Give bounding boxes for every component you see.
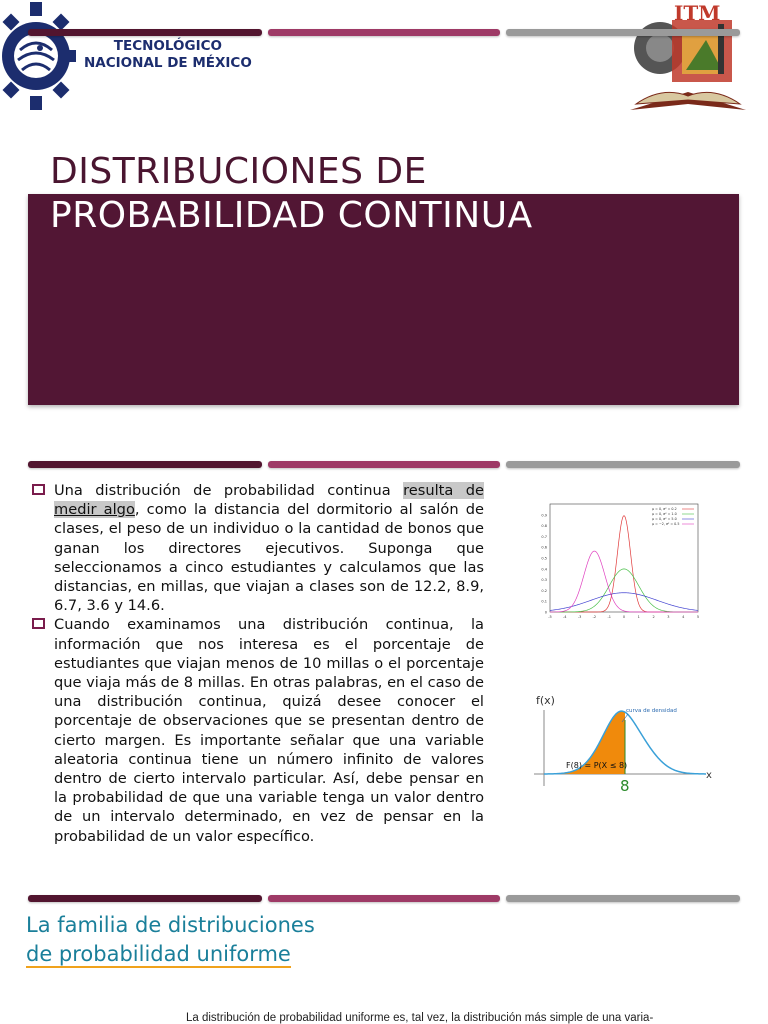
legend-entry: μ = 0, σ² = 1.0 xyxy=(652,512,677,516)
bullet-item: Cuando examinamos una distribución continua, la información que nos interesa es el porcentaje de estudiantes que viajan menos de 10 millas o el porcentaje que viaja más de 8 millas. En otras palabras, en el caso de una distribución continua, quizá desee conocer el porcentaje de observaciones que se presentan dentro de cierto margen. Es importante señalar que una variable aleatoria continua tiene un número infinito de valores dentro de cierto intervalo particular. Así, debe pensar en la probabilidad de que una variable tenga un valor dentro de un intervalo determinado, en vez de pensar en la probabilidad de un valor específico. xyxy=(32,615,484,845)
checkbox-bullet-icon xyxy=(32,484,45,495)
page-title-line1: DISTRIBUCIONES DE xyxy=(50,151,427,192)
x-tick-label: 2 xyxy=(652,615,655,619)
y-tick-label: 0.2 xyxy=(541,588,547,593)
x-tick-label: 5 xyxy=(696,615,700,619)
x-tick-label: -4 xyxy=(563,615,567,619)
y-tick-label: 0.8 xyxy=(541,524,547,529)
y-tick-label: 0 xyxy=(544,610,547,615)
x-tick-label: 0 xyxy=(622,615,626,619)
bottom-rule-left xyxy=(28,895,262,902)
footer-text: La distribución de probabilidad uniforme es, tal vez, la distribución más simple de una varia- xyxy=(186,1012,654,1024)
x-tick-label: -2 xyxy=(592,615,597,619)
cdf-marker: 8 xyxy=(620,777,630,795)
institution-name: TECNOLÓGICO NACIONAL DE MÉXICO xyxy=(84,38,252,71)
y-tick-label: 0.1 xyxy=(541,599,547,604)
cdf-formula: F(8) = P(X ≤ 8) xyxy=(566,761,628,770)
y-tick-label: 0.7 xyxy=(541,534,547,539)
x-tick-label: -3 xyxy=(577,615,582,619)
y-tick-label: 0.3 xyxy=(541,578,547,583)
y-tick-label: 0.5 xyxy=(541,556,547,561)
body-text xyxy=(32,481,484,846)
itm-logo-text: ITM xyxy=(674,1,721,25)
cdf-y-label: f(x) xyxy=(536,694,555,707)
x-tick-label: -1 xyxy=(607,615,611,619)
legend-entry: μ = 0, σ² = 0.2 xyxy=(652,507,677,511)
cdf-chart xyxy=(530,690,720,800)
x-tick-label: 4 xyxy=(682,615,685,619)
section-heading: La familia de distribuciones de probabilidad uniforme xyxy=(26,913,315,966)
top-rule-middle xyxy=(268,29,500,36)
x-tick-label: 3 xyxy=(667,615,670,619)
mid-rule-middle xyxy=(268,461,500,468)
y-tick-label: 0.9 xyxy=(541,513,547,518)
mid-rule-right xyxy=(506,461,740,468)
mid-rule-left xyxy=(28,461,262,468)
x-tick-label: -5 xyxy=(548,615,552,619)
page-title-line2: PROBABILIDAD CONTINUA xyxy=(50,195,533,236)
legend-entry: μ = 0, σ² = 5.0 xyxy=(652,517,677,521)
top-rule-right xyxy=(506,29,740,36)
cdf-curve-label: curva de densidad xyxy=(626,708,677,714)
itm-logo xyxy=(626,0,750,120)
bullet-item: Una distribución de probabilidad continua resulta de medir algo, como la distancia del dormitorio al salón de clases, el peso de un individuo o la cantidad de bonos que ganan los directores ejecutivos. Suponga que seleccionamos a cinco estudiantes y calculamos que las distancias, en millas, que viajan a clases son de 12.2, 8.9, 6.7, 3.6 y 14.6. xyxy=(32,481,484,615)
cdf-x-label: x xyxy=(706,770,712,781)
x-tick-label: 1 xyxy=(637,615,640,619)
checkbox-bullet-icon xyxy=(32,618,45,629)
y-tick-label: 0.6 xyxy=(541,545,547,550)
bottom-rule-right xyxy=(506,895,740,902)
bottom-rule-middle xyxy=(268,895,500,902)
tecnm-logo xyxy=(0,0,80,112)
legend-entry: μ = −2, σ² = 0.5 xyxy=(652,522,680,526)
normal-distribution-chart xyxy=(534,500,704,626)
y-tick-label: 0.4 xyxy=(541,567,547,572)
top-rule-left xyxy=(28,29,262,36)
